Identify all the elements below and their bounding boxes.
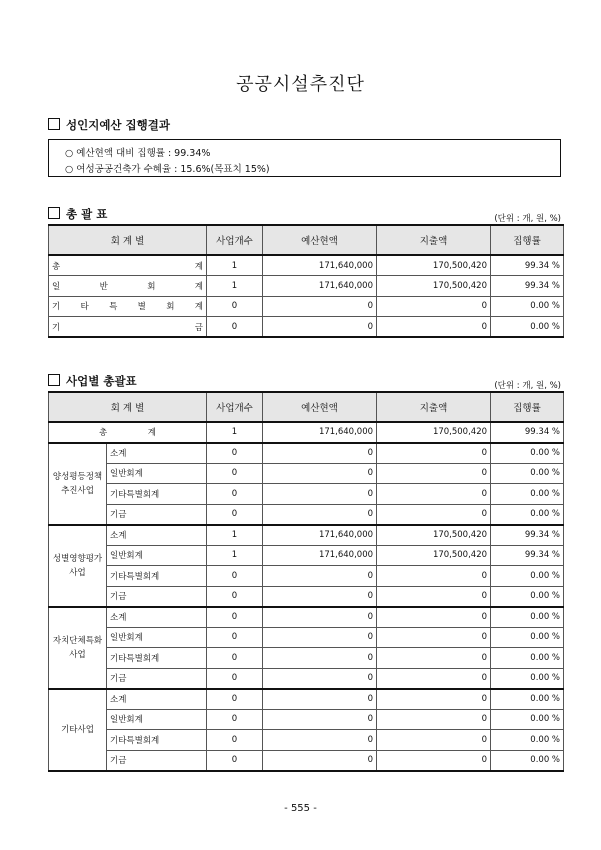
rate-cell: 99.34 % [491,422,564,443]
budget-cell: 171,640,000 [263,422,377,443]
budget-cell: 171,640,000 [263,276,377,297]
label-char: 기 [52,322,61,333]
spent-cell: 0 [377,709,491,730]
rate-cell: 0.00 % [491,709,564,730]
count-cell: 0 [207,463,263,484]
table-row [49,750,564,771]
spread-label [52,321,203,333]
table-row [49,689,564,710]
group-name-line: 사업 [69,649,86,660]
count-cell: 0 [207,566,263,587]
budget-cell: 0 [263,607,377,628]
budget-cell: 0 [263,566,377,587]
sub-account-cell: 기타특별회계 [107,566,207,587]
table-row [49,484,564,505]
table-row [49,545,564,566]
count-cell: 0 [207,627,263,648]
count-cell: 0 [207,484,263,505]
count-cell: 0 [207,443,263,464]
group-name-line: 사업 [69,567,86,578]
sub-account-cell: 일반회계 [107,709,207,730]
rate-cell: 0.00 % [491,689,564,710]
section-heading-overview [48,206,107,222]
table-row [49,443,564,464]
table-row [49,730,564,751]
count-cell: 1 [207,545,263,566]
summary-line: ○ 예산현액 대비 집행률 : 99.34% [65,148,211,159]
spent-cell: 0 [377,586,491,607]
account-label-cell [49,317,207,338]
count-cell: 0 [207,750,263,771]
rate-cell: 0.00 % [491,484,564,505]
budget-cell: 171,640,000 [263,525,377,546]
spread-label [52,260,203,272]
column-header: 집행률 [491,392,564,422]
spread-label [52,280,203,292]
rate-cell: 0.00 % [491,504,564,525]
rate-cell: 0.00 % [491,317,564,338]
table-row [49,607,564,628]
table-row [49,317,564,338]
sub-account-cell: 소계 [107,525,207,546]
group-name-line: 성별영향평가 [52,553,103,564]
column-header: 집행률 [491,225,564,255]
table-header-row [49,225,564,255]
rate-cell: 99.34 % [491,545,564,566]
total-row [49,422,564,443]
rate-cell: 0.00 % [491,296,564,317]
label-char: 회 [147,281,156,292]
page-number: - 555 - [284,803,317,814]
spent-cell: 0 [377,504,491,525]
label-char: 계 [194,261,203,272]
sub-account-cell: 기타특별회계 [107,484,207,505]
table-row [49,627,564,648]
spent-cell: 0 [377,443,491,464]
sub-account-cell: 일반회계 [107,545,207,566]
spent-cell: 170,500,420 [377,525,491,546]
spent-cell: 0 [377,648,491,669]
sub-account-cell: 일반회계 [107,627,207,648]
rate-cell: 0.00 % [491,750,564,771]
sub-account-cell: 소계 [107,607,207,628]
spread-label [52,300,203,312]
count-cell: 0 [207,586,263,607]
label-char: 총 [99,428,108,439]
budget-cell: 0 [263,750,377,771]
budget-cell: 0 [263,317,377,338]
rate-cell: 0.00 % [491,648,564,669]
spent-cell: 0 [377,689,491,710]
label-char: 기 [52,302,61,313]
count-cell: 0 [207,607,263,628]
account-label-cell [49,276,207,297]
spent-cell: 0 [377,296,491,317]
table-row [49,648,564,669]
count-cell: 1 [207,276,263,297]
sub-account-cell: 기금 [107,504,207,525]
sub-account-cell: 기금 [107,750,207,771]
count-cell: 0 [207,689,263,710]
sub-account-cell: 기타특별회계 [107,730,207,751]
group-name-line: 자치단체특화 [52,635,103,646]
project-group-cell [49,607,107,689]
sub-account-cell: 기타특별회계 [107,648,207,669]
sub-account-cell: 소계 [107,443,207,464]
table-row [49,668,564,689]
table-row [49,504,564,525]
checkbox-square-icon [48,118,60,130]
rate-cell: 0.00 % [491,668,564,689]
table-row [49,463,564,484]
rate-cell: 0.00 % [491,566,564,587]
rate-cell: 99.34 % [491,255,564,276]
checkbox-square-icon [48,374,60,386]
budget-cell: 0 [263,627,377,648]
project-group-cell [49,443,107,525]
column-header: 예산현액 [263,225,377,255]
rate-cell: 0.00 % [491,627,564,648]
section-heading-text: 사업별 총괄표 [66,374,137,388]
sub-account-cell: 기금 [107,668,207,689]
budget-cell: 0 [263,484,377,505]
count-cell: 0 [207,730,263,751]
project-group-cell [49,525,107,607]
column-header: 회 계 별 [49,392,207,422]
table-row [49,296,564,317]
label-char: 계 [194,281,203,292]
table-header-row [49,392,564,422]
count-cell: 0 [207,317,263,338]
rate-cell: 99.34 % [491,525,564,546]
budget-cell: 0 [263,648,377,669]
count-cell: 0 [207,668,263,689]
count-cell: 0 [207,648,263,669]
label-char: 총 [52,261,61,272]
summary-line: ○ 여성공공건축가 수혜율 : 15.6%(목표치 15%) [65,164,270,175]
group-name-line: 추진사업 [61,485,94,496]
count-cell: 1 [207,525,263,546]
spent-cell: 0 [377,627,491,648]
account-label-cell [49,255,207,276]
section-heading-by-project [48,373,137,389]
label-char: 금 [194,322,203,333]
count-cell: 1 [207,255,263,276]
spent-cell: 170,500,420 [377,255,491,276]
column-header: 예산현액 [263,392,377,422]
count-cell: 0 [207,296,263,317]
label-char: 타 [80,302,89,313]
spent-cell: 0 [377,463,491,484]
sub-account-cell: 소계 [107,689,207,710]
column-header: 지출액 [377,225,491,255]
budget-cell: 0 [263,586,377,607]
column-header: 사업개수 [207,225,263,255]
count-cell: 0 [207,709,263,730]
label-char: 계 [147,428,157,439]
budget-cell: 0 [263,504,377,525]
label-char: 반 [99,281,108,292]
section-heading-text: 성인지예산 집행결과 [66,118,170,132]
spread-label [99,426,156,438]
budget-cell: 0 [263,689,377,710]
count-cell: 0 [207,504,263,525]
rate-cell: 0.00 % [491,586,564,607]
label-char: 특 [109,302,118,313]
rate-cell: 0.00 % [491,463,564,484]
budget-cell: 0 [263,709,377,730]
spent-cell: 0 [377,668,491,689]
overview-table [48,224,564,338]
budget-cell: 171,640,000 [263,255,377,276]
label-char: 계 [194,302,203,313]
spent-cell: 0 [377,730,491,751]
budget-cell: 0 [263,730,377,751]
rate-cell: 0.00 % [491,607,564,628]
project-group-cell [49,689,107,771]
spent-cell: 0 [377,566,491,587]
label-char: 별 [137,302,146,313]
budget-cell: 0 [263,443,377,464]
spent-cell: 0 [377,484,491,505]
spent-cell: 0 [377,750,491,771]
sub-account-cell: 기금 [107,586,207,607]
spent-cell: 170,500,420 [377,276,491,297]
label-char: 일 [52,281,61,292]
column-header: 사업개수 [207,392,263,422]
budget-cell: 0 [263,463,377,484]
table-row [49,525,564,546]
summary-box [48,139,561,177]
column-header: 회 계 별 [49,225,207,255]
spent-cell: 170,500,420 [377,422,491,443]
unit-label: (단위 : 개, 원, %) [494,381,561,391]
column-header: 지출액 [377,392,491,422]
budget-cell: 171,640,000 [263,545,377,566]
budget-cell: 0 [263,296,377,317]
spent-cell: 0 [377,317,491,338]
group-name-line: 기타사업 [61,724,94,735]
budget-cell: 0 [263,668,377,689]
group-name-line: 양성평등정책 [52,471,103,482]
page-title: 공공시설추진단 [236,74,365,95]
table-row [49,255,564,276]
count-cell: 1 [207,422,263,443]
total-label-cell [49,422,207,443]
rate-cell: 0.00 % [491,730,564,751]
checkbox-square-icon [48,207,60,219]
label-char: 회 [166,302,175,313]
account-label-cell [49,296,207,317]
table-row [49,709,564,730]
spent-cell: 170,500,420 [377,545,491,566]
rate-cell: 99.34 % [491,276,564,297]
spent-cell: 0 [377,607,491,628]
section-heading-text: 총 괄 표 [66,207,108,221]
table-row [49,586,564,607]
sub-account-cell: 일반회계 [107,463,207,484]
table-row [49,566,564,587]
table-row [49,276,564,297]
unit-label: (단위 : 개, 원, %) [494,214,561,224]
rate-cell: 0.00 % [491,443,564,464]
section-heading-gender-budget [48,117,170,133]
by-project-table [48,391,564,772]
